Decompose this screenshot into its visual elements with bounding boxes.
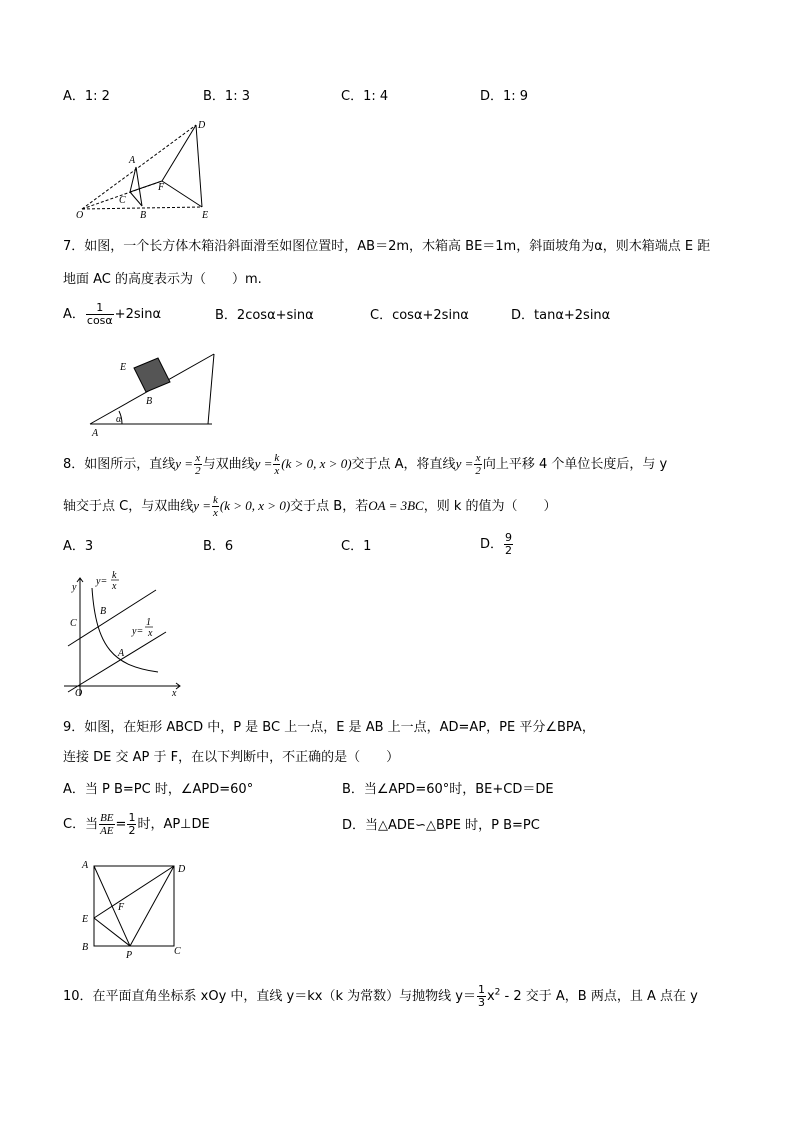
q9-label-f: F <box>118 902 125 913</box>
q9-option-b: B．当∠APD=60°时，BE+CD＝DE <box>342 782 554 797</box>
q6-option-c: C．1: 4 <box>341 89 389 104</box>
q9-option-c <box>63 812 210 837</box>
q6-label-d: D <box>198 120 206 131</box>
q9-label-e: E <box>82 914 89 925</box>
q8-l1-b: 与双曲线 <box>202 457 255 472</box>
q8-cond-2: (k > 0, x > 0) <box>219 498 291 513</box>
q6-label-o: O <box>76 210 84 221</box>
q7-option-d: D．tanα+2sinα <box>511 308 611 323</box>
q9-option-c-suffix: 时，AP⊥DE <box>137 817 210 832</box>
q10-text-b: x <box>486 989 495 1004</box>
q8-yeq-1: y = <box>175 456 194 471</box>
q8-yeq-4: y = <box>193 498 212 513</box>
q8-option-a: A．3 <box>63 539 94 554</box>
q9-option-c-eq: = <box>115 817 127 832</box>
q8-yeq-3: y = <box>455 456 474 471</box>
q8-label-yk: y= <box>96 576 108 587</box>
q8-label-kx-frac <box>111 570 119 592</box>
q6-label-e: E <box>202 210 209 221</box>
q8-label-k: k <box>112 570 117 581</box>
q8-option-d-den: 2 <box>505 544 513 557</box>
q9-option-a: A．当 P B=PC 时，∠APD=60° <box>63 782 254 797</box>
q8-option-d-prefix: D． <box>480 537 504 552</box>
q10-fraction <box>477 984 486 1009</box>
q8-frac3-den: 2 <box>475 465 481 477</box>
q7-option-a-den: cosα <box>86 314 113 327</box>
q9-option-c-f1num: BE <box>100 812 114 824</box>
q8-line1 <box>63 452 667 477</box>
q9-label-p: P <box>126 950 133 960</box>
q10-f-num: 1 <box>477 983 485 996</box>
q9-option-c-frac2 <box>127 812 136 837</box>
q8-frac4-num: k <box>213 494 218 506</box>
q8-frac-kx-1 <box>273 452 280 477</box>
q6-option-d: D．1: 9 <box>480 89 529 104</box>
q9-option-c-f2num: 1 <box>128 811 136 824</box>
q8-frac-x2-1 <box>194 452 202 477</box>
q10-text-a: 10．在平面直角坐标系 xOy 中，直线 y＝kx（k 为常数）与抛物线 y＝ <box>63 989 476 1004</box>
q7-label-b: B <box>146 396 153 407</box>
q8-frac1-num: x <box>195 452 201 464</box>
q8-ratio: OA = 3BC <box>368 498 424 513</box>
q8-label-1x-x: x <box>148 628 153 639</box>
q7-stem-line1: 7．如图，一个长方体木箱沿斜面滑至如图位置时，AB＝2m，木箱高 BE＝1m，斜面坡角为α，则木箱端点 E 距 <box>63 239 711 254</box>
q8-label-c: C <box>70 618 77 629</box>
q7-stem-line2: 地面 AC 的高度表示为（ ）m. <box>63 272 262 287</box>
q7-option-a-prefix: A． <box>63 307 85 322</box>
q9-stem-line1: 9．如图，在矩形 ABCD 中，P 是 BC 上一点，E 是 AB 上一点，AD=AP，PE 平分∠BPA， <box>63 720 595 735</box>
q8-label-y-axis: y <box>72 582 77 593</box>
q10-sup: 2 <box>494 987 501 998</box>
q9-option-c-frac1 <box>99 812 114 837</box>
q7-option-a <box>63 302 161 327</box>
q8-label-1x-frac <box>145 617 153 639</box>
q8-option-c: C．1 <box>341 539 372 554</box>
q8-l1-a: 8．如图所示，直线 <box>63 457 176 472</box>
q6-label-b: B <box>140 210 147 221</box>
q6-label-f: F <box>158 182 165 193</box>
q9-label-b: B <box>82 942 89 953</box>
q6-figure <box>70 118 220 222</box>
q9-option-c-prefix: C．当 <box>63 817 99 832</box>
q8-l2-b: 交于点 B，若 <box>290 499 369 514</box>
q10-f-den: 3 <box>477 996 485 1009</box>
q6-label-c: C <box>119 195 126 206</box>
q8-option-d <box>480 532 514 557</box>
q8-option-d-fraction <box>504 532 513 557</box>
q8-figure <box>62 568 187 700</box>
q8-frac4-den: x <box>213 507 218 519</box>
q7-option-a-num: 1 <box>86 302 114 315</box>
q7-label-alpha: α <box>116 414 122 425</box>
q8-label-y1x: y= <box>132 626 144 637</box>
q9-figure <box>78 856 196 960</box>
q9-label-d: D <box>178 864 186 875</box>
q8-label-b: B <box>100 606 107 617</box>
q8-frac1-den: 2 <box>195 465 201 477</box>
q6-option-b: B．1: 3 <box>203 89 250 104</box>
q8-cond-1: (k > 0, x > 0) <box>281 456 352 471</box>
q7-option-b: B．2cosα+sinα <box>215 308 314 323</box>
q8-frac3-num: x <box>475 452 481 464</box>
q7-label-a: A <box>92 428 99 439</box>
q8-label-1: 1 <box>146 617 151 628</box>
q7-label-e: E <box>120 362 127 373</box>
q10-text <box>63 984 698 1009</box>
q8-l2-c: ，则 k 的值为（ ） <box>423 499 557 514</box>
q8-label-a: A <box>118 648 125 659</box>
q8-l1-d: 向上平移 4 个单位长度后，与 y <box>482 457 668 472</box>
q8-label-x-axis: x <box>172 688 177 699</box>
q7-box <box>134 358 170 392</box>
q9-stem-line2: 连接 DE 交 AP 于 F，在以下判断中，不正确的是（ ） <box>63 750 400 765</box>
q7-option-c: C．cosα+2sinα <box>370 308 469 323</box>
q10-text-c: - 2 交于 A，B 两点，且 A 点在 y <box>500 989 698 1004</box>
q9-option-c-f2den: 2 <box>128 824 136 837</box>
q8-frac2-num: k <box>274 452 280 464</box>
q8-l2-a: 轴交于点 C，与双曲线 <box>63 499 194 514</box>
q8-option-b: B．6 <box>203 539 234 554</box>
q8-frac2-den: x <box>274 465 280 477</box>
q6-option-a: A．1: 2 <box>63 89 110 104</box>
q8-option-d-num: 9 <box>505 531 513 544</box>
q9-label-a: A <box>82 860 89 871</box>
q7-figure <box>86 350 226 440</box>
q9-option-c-f1den: AE <box>100 825 114 837</box>
q8-frac-kx-2 <box>212 494 219 519</box>
q9-option-d: D．当△ADE∽△BPE 时，P B=PC <box>342 818 540 833</box>
q9-label-c: C <box>174 946 181 957</box>
q6-label-a: A <box>129 155 136 166</box>
q7-option-a-suffix: +2sinα <box>114 307 162 322</box>
q8-label-kx-x: x <box>112 581 117 592</box>
q8-l1-c: 交于点 A，将直线 <box>351 457 456 472</box>
q7-option-a-fraction <box>86 302 114 327</box>
q8-yeq-2: y = <box>254 456 273 471</box>
q8-label-o: O <box>75 688 83 699</box>
q8-line2 <box>63 494 557 519</box>
q8-frac-x2-2 <box>474 452 482 477</box>
